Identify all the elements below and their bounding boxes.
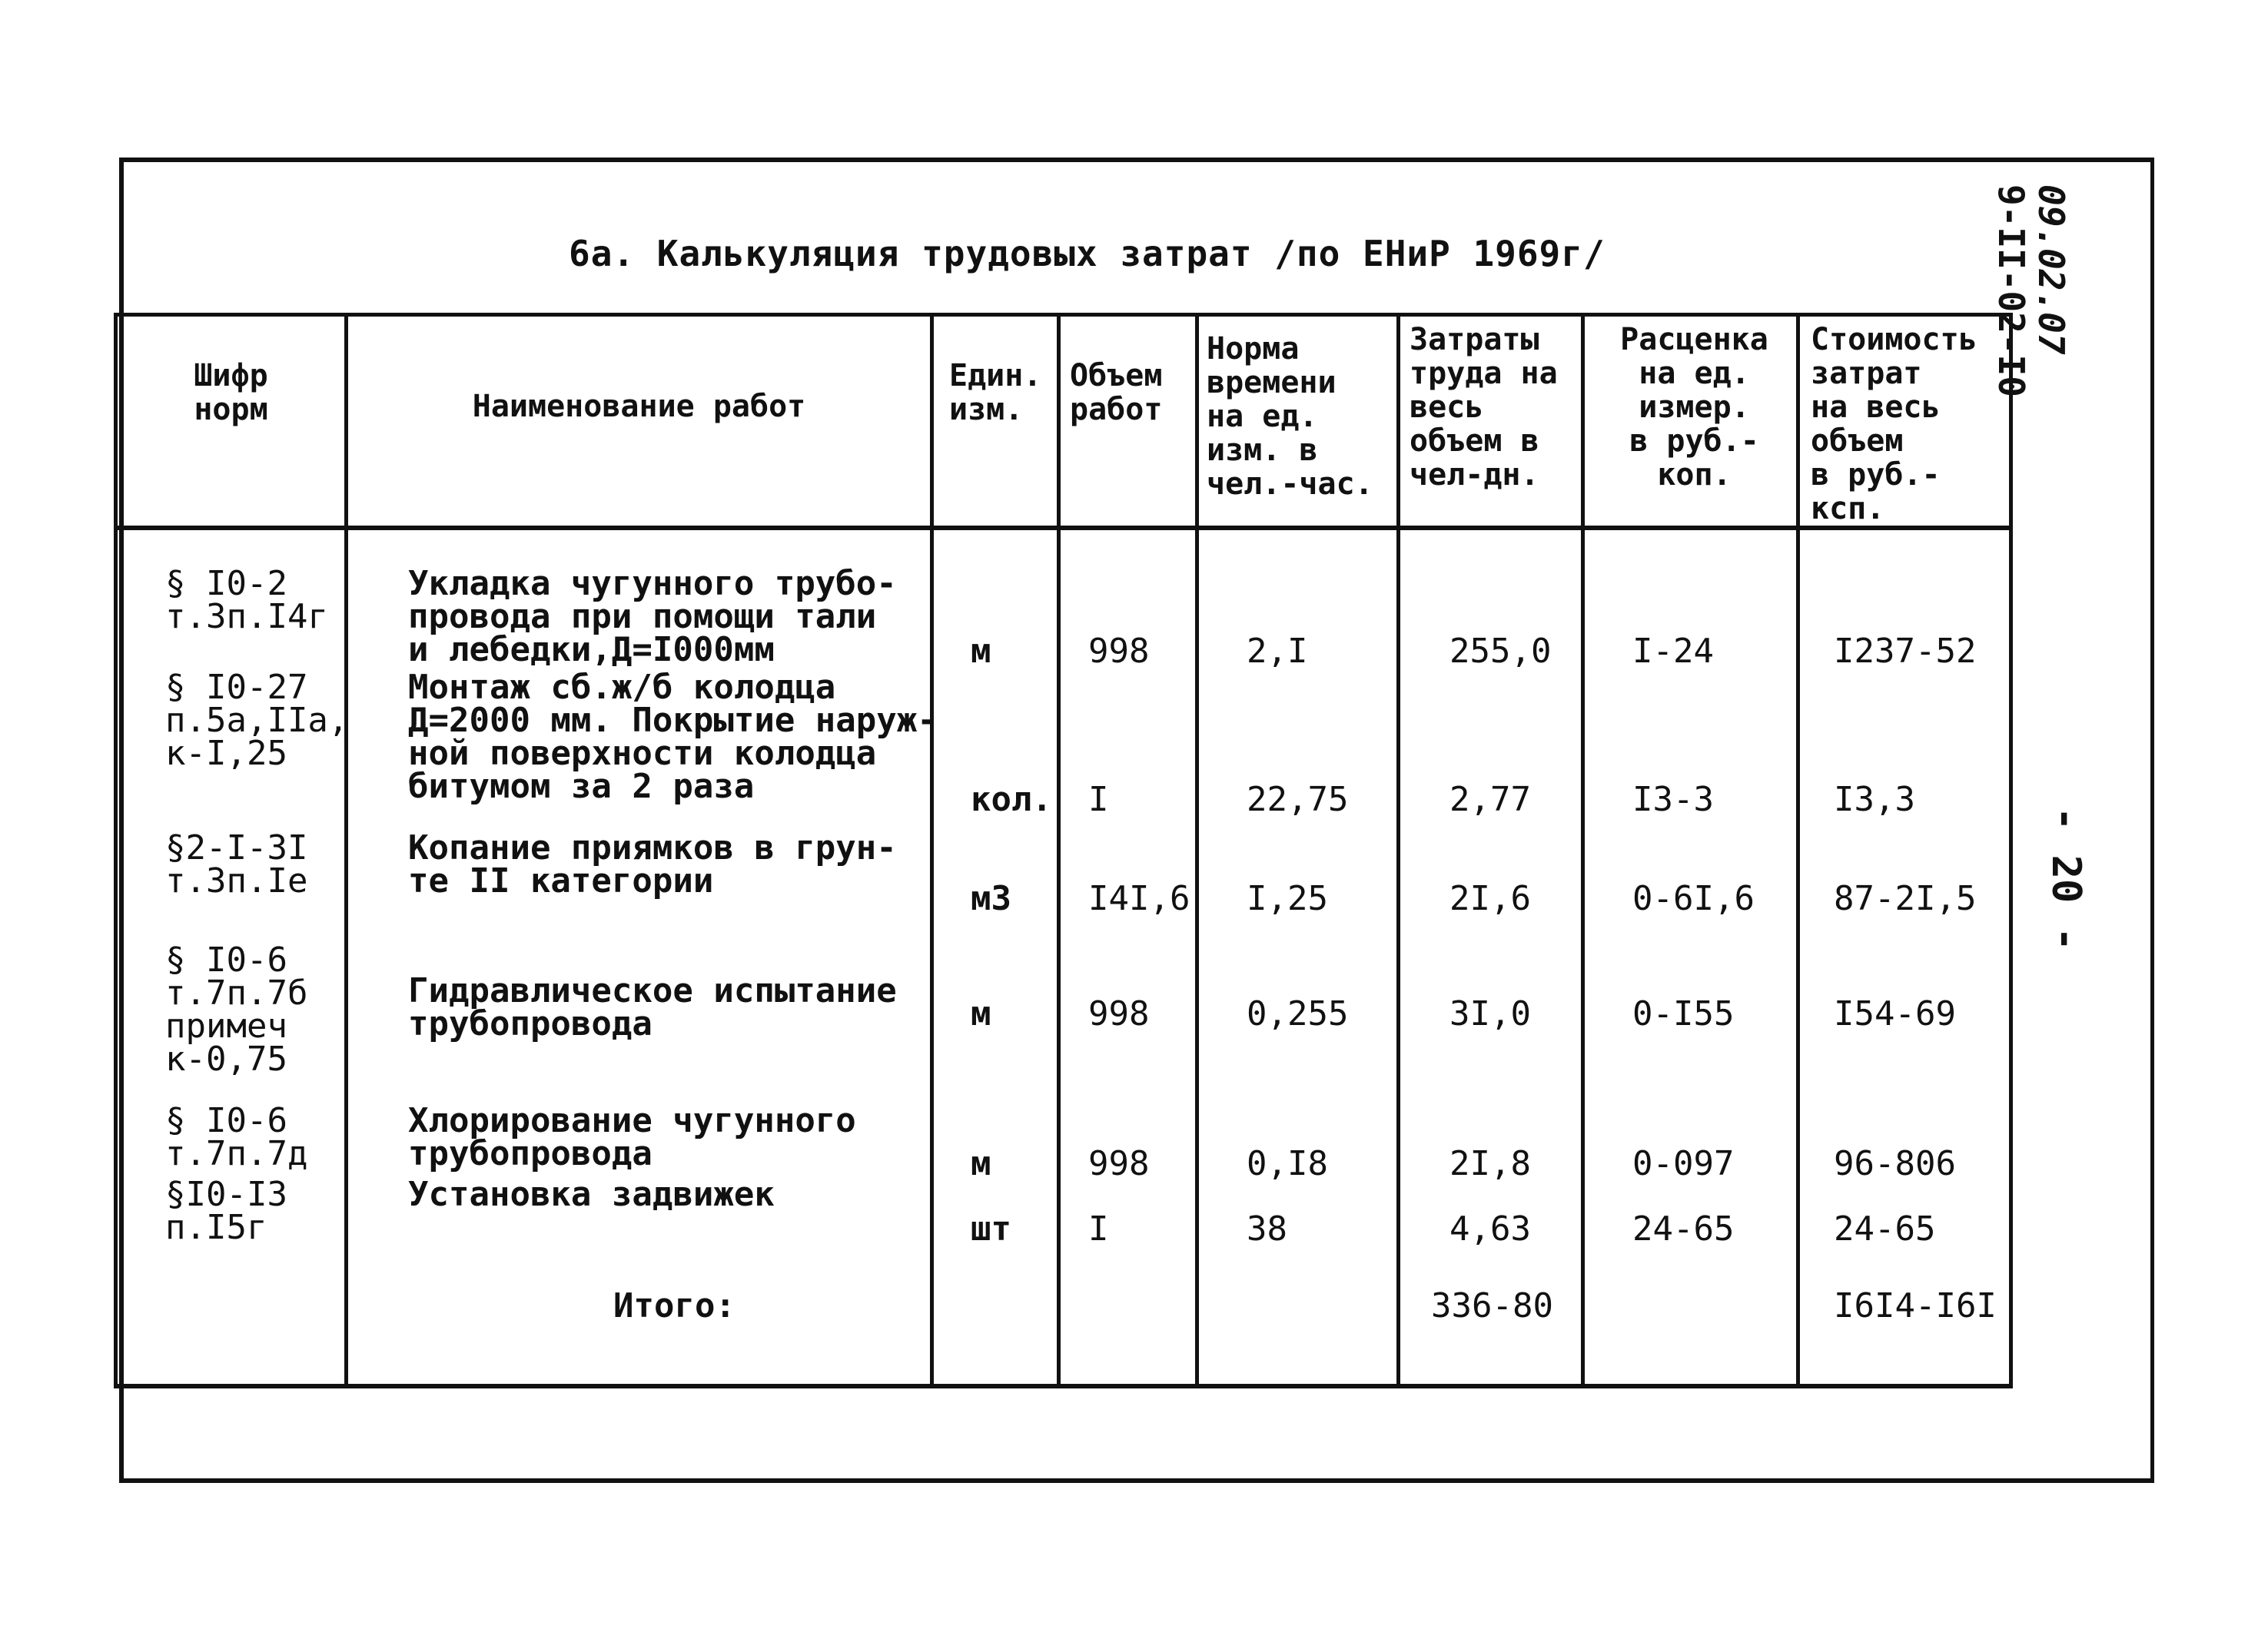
work-name-cell: Хлорирование чугунного трубопровода	[408, 1101, 856, 1173]
rate-cell: 0-I55	[1632, 994, 1735, 1033]
norm-cell: 0,255	[1247, 994, 1349, 1033]
code-cell: §2-I-3I т.3п.Iе	[165, 828, 308, 901]
unit-cell: шт	[971, 1209, 1011, 1249]
volume-cell: 998	[1088, 632, 1150, 671]
volume-cell: 998	[1088, 994, 1150, 1033]
norm-cell: 22,75	[1247, 780, 1349, 819]
header-unit: Един. изм.	[932, 315, 1059, 529]
cost-cell: 24-65	[1834, 1209, 1936, 1249]
volume-cell: I4I,6	[1088, 879, 1190, 918]
labor-cell: 4,63	[1449, 1209, 1531, 1249]
volume-cell: I	[1088, 780, 1109, 819]
name-column	[347, 528, 938, 1386]
work-name-cell: Установка задвижек	[408, 1175, 775, 1214]
code-cell: § I0-6 т.7п.7д	[165, 1101, 308, 1173]
labor-cost-table	[114, 313, 2013, 1388]
table-body-row	[116, 528, 2011, 1386]
norm-cell: 38	[1247, 1209, 1287, 1249]
volume-cell: 998	[1088, 1144, 1150, 1183]
code-cell: § I0-27 п.5а,IIа, к-I,25	[165, 668, 349, 773]
unit-cell: м3	[971, 879, 1011, 918]
code-cell: § I0-6 т.7п.7б примеч к-0,75	[165, 940, 308, 1079]
work-name-cell: Монтаж сб.ж/б колодца Д=2000 мм. Покрытие наруж- ной поверхности колодца битумом за 2 раза	[408, 668, 938, 806]
labor-cell: 2I,8	[1449, 1144, 1531, 1183]
norm-cell: I,25	[1247, 879, 1328, 918]
unit-cell: м	[971, 994, 991, 1033]
stamp-date: 09.02.07	[2031, 184, 2072, 355]
header-volume: Объем работ	[1059, 315, 1197, 529]
unit-cell: кол.	[971, 780, 1052, 819]
labor-cell: 255,0	[1449, 632, 1552, 671]
cost-cell: 87-2I,5	[1834, 879, 1977, 918]
rate-cell: I3-3	[1632, 780, 1714, 819]
code-column	[116, 528, 347, 1386]
cost-column	[1798, 528, 2011, 1386]
rate-cell: I-24	[1632, 632, 1714, 671]
header-labor: Затраты труда на весь объем в чел-дн.	[1399, 315, 1583, 529]
cost-cell: I237-52	[1834, 632, 1977, 671]
header-cost: Стоимость затрат на весь объем в руб.- ксп.	[1798, 315, 2011, 529]
rate-cell: 24-65	[1632, 1209, 1735, 1249]
code-cell: §I0-I3 п.I5г	[165, 1175, 287, 1247]
volume-cell: I	[1088, 1209, 1109, 1249]
total-labor: 336-80	[1431, 1286, 1553, 1325]
volume-column	[1059, 528, 1197, 1386]
norm-cell: 2,I	[1247, 632, 1308, 671]
header-name: Наименование работ	[347, 315, 932, 529]
cost-cell: 96-806	[1834, 1144, 1956, 1183]
header-norm: Норма времени на ед. изм. в чел.-час.	[1197, 315, 1399, 529]
rate-column	[1583, 528, 1798, 1386]
unit-column	[932, 528, 1059, 1386]
work-name-cell: Укладка чугунного трубо- провода при помощи тали и лебедки,Д=I000мм	[408, 564, 897, 669]
code-cell: § I0-2 т.3п.I4г	[165, 564, 328, 636]
unit-cell: м	[971, 1144, 991, 1183]
cost-cell: I3,3	[1834, 780, 1915, 819]
unit-cell: м	[971, 632, 991, 671]
labor-column	[1399, 528, 1583, 1386]
labor-cell: 2I,6	[1449, 879, 1531, 918]
norm-cell: 0,I8	[1247, 1144, 1328, 1183]
document-title: 6а. Калькуляция трудовых затрат /по ЕНиР 1969г/	[569, 233, 1606, 274]
work-name-cell: Гидравлическое испытание трубопровода	[408, 971, 897, 1043]
table-header-row	[116, 315, 2011, 529]
stamp-code: 9-II-02-I0	[1991, 184, 2032, 397]
labor-cell: 2,77	[1449, 780, 1531, 819]
rate-cell: 0-097	[1632, 1144, 1735, 1183]
work-name-cell: Копание приямков в грун- те II категории	[408, 828, 897, 901]
total-label: Итого:	[613, 1286, 736, 1325]
header-code: Шифр норм	[116, 315, 347, 529]
labor-cell: 3I,0	[1449, 994, 1531, 1033]
norm-column	[1197, 528, 1399, 1386]
rate-cell: 0-6I,6	[1632, 879, 1755, 918]
header-rate: Расценка на ед. измер. в руб.- коп.	[1583, 315, 1798, 529]
page-number: - 20 -	[2043, 807, 2089, 951]
total-cost: I6I4-I6I	[1834, 1286, 1997, 1325]
cost-cell: I54-69	[1834, 994, 1956, 1033]
